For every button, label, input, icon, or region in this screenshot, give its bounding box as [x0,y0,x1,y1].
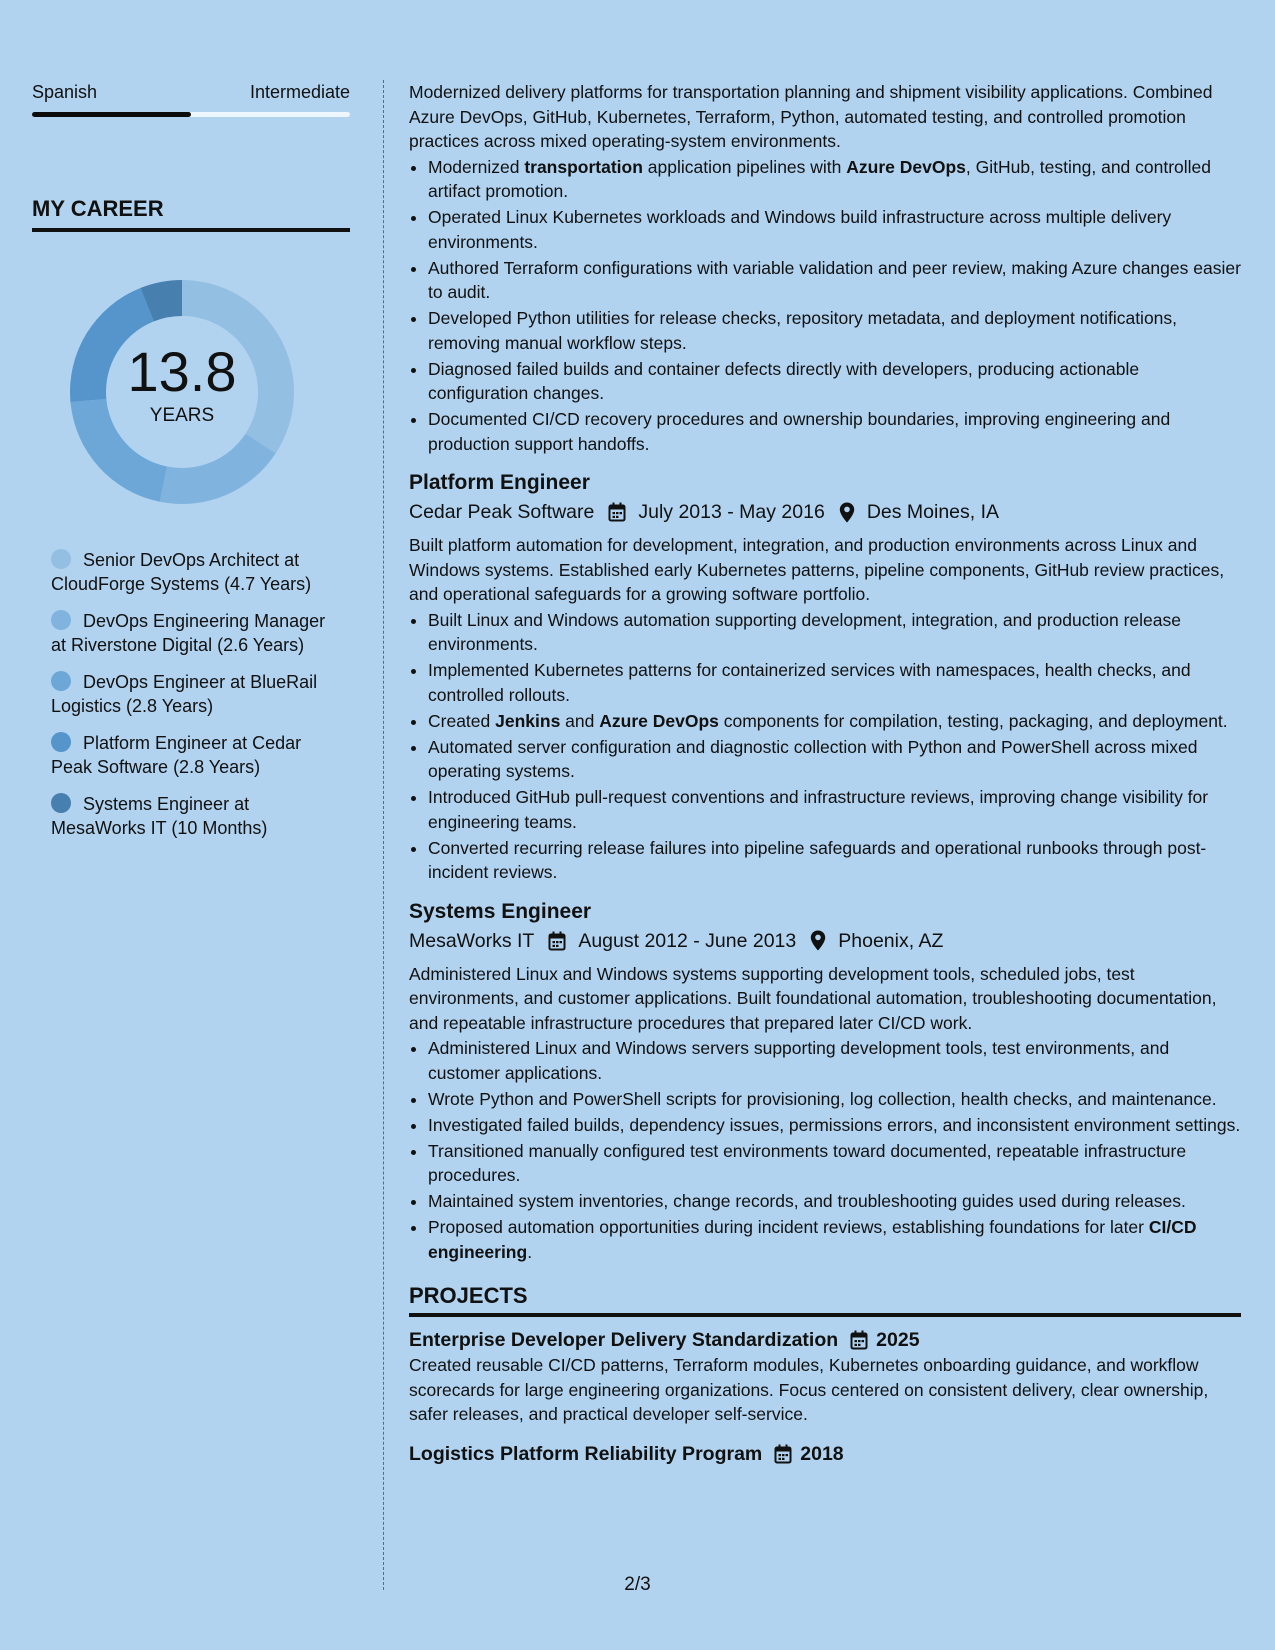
legend-dot [51,549,71,569]
bullet-item: • Built Linux and Windows automation supporting development, integration, and production release environments. [428,608,1241,657]
bullet-item: • Proposed automation opportunities during incident reviews, establishing foundations for later CI/CD engineering. [428,1215,1241,1264]
job-meta [409,928,1241,954]
career-total-value: 13.8 [127,340,237,403]
bullet-item: • Transitioned manually configured test environments toward documented, repeatable infrastructure procedures. [428,1139,1241,1188]
legend-item [51,548,341,596]
job-location: Phoenix, AZ [838,929,944,952]
language-proficiency-bar [32,112,350,117]
bullet-item: • Investigated failed builds, dependency issues, permissions errors, and inconsistent environment settings. [428,1113,1241,1138]
legend-dot [51,671,71,691]
legend-label: Systems Engineer at MesaWorks IT (10 Months) [51,794,268,838]
project-year: 2018 [800,1442,844,1465]
projects-heading: PROJECTS [409,1282,1241,1317]
calendar-icon [774,1444,792,1464]
bullet-item: • Automated server configuration and diagnostic collection with Python and PowerShell across mixed operating systems. [428,735,1241,784]
bullet-item: • Authored Terraform configurations with variable validation and peer review, making Azure changes easier to audit. [428,256,1241,305]
job-title: Systems Engineer [409,899,592,923]
job-bullets [409,1036,1241,1264]
project-description: Created reusable CI/CD patterns, Terraform modules, Kubernetes onboarding guidance, and workflow scorecards for large engineering organizations. Focus centered on consistent delivery, clear ownership, safer releases, and practical developer self-service. [409,1355,1209,1424]
legend-item [51,609,341,657]
legend-label: Platform Engineer at Cedar Peak Software (2.8 Years) [51,733,302,777]
language-name: Spanish [32,82,98,102]
bullet-item: • Documented CI/CD recovery procedures and ownership boundaries, improving engineering and production support handoffs. [428,407,1241,456]
calendar-icon [548,931,566,951]
calendar-icon [850,1330,868,1350]
bullet-item: • Operated Linux Kubernetes workloads and Windows build infrastructure across multiple delivery environments. [428,205,1241,254]
legend-label: DevOps Engineering Manager at Riverstone Digital (2.6 Years) [51,611,326,655]
bullet-item: • Modernized transportation application pipelines with Azure DevOps, GitHub, testing, and controlled artifact promotion. [428,155,1241,204]
location-pin-icon [839,502,855,523]
career-total-unit: YEARS [149,405,215,426]
intro-summary: Modernized delivery platforms for transportation planning and shipment visibility applications. Combined Azure DevOps, GitHub, Kubernetes, Terraform, Python, automated testing, and controlled promotion practices across mixed operating-system environments. [409,82,1213,151]
job-dates: August 2012 - June 2013 [578,929,797,952]
career-donut-chart [62,272,302,512]
career-heading: MY CAREER [32,195,350,232]
bullet-item: • Diagnosed failed builds and container defects directly with developers, producing actionable configuration changes. [428,357,1241,406]
project-title-row [409,1327,1241,1353]
language-proficiency-fill [32,112,191,117]
legend-label: DevOps Engineer at BlueRail Logistics (2.8 Years) [51,672,318,716]
legend-dot [51,732,71,752]
job-summary: Built platform automation for development, integration, and production environments across Linux and Windows systems. Established early Kubernetes patterns, pipeline components, GitHub review practices, and operational safeguards for a growing software portfolio. [409,535,1225,604]
main-content [409,80,1241,1467]
job-dates: July 2013 - May 2016 [638,501,825,523]
legend-dot [51,610,71,630]
career-legend [51,548,341,840]
project-year: 2025 [876,1329,920,1351]
job-company: Cedar Peak Software [409,501,595,523]
job-bullets [409,608,1241,885]
bullet-item: • Maintained system inventories, change records, and troubleshooting guides used during releases. [428,1189,1241,1214]
legend-item [51,670,341,718]
bullet-item: • Wrote Python and PowerShell scripts for provisioning, log collection, health checks, and maintenance. [428,1087,1241,1112]
sidebar [32,80,350,853]
job-location: Des Moines, IA [866,501,1000,523]
project-title: Logistics Platform Reliability Program [409,1442,763,1465]
column-divider [383,80,384,1590]
job-summary: Administered Linux and Windows systems supporting development tools, scheduled jobs, test environments, and customer applications. Built foundational automation, troubleshooting documentation, and repeatable infrastructure procedures that prepared later CI/CD work. [409,963,1217,1033]
location-pin-icon [810,930,826,951]
job-company: MesaWorks IT [409,929,535,952]
bullet-item: • Implemented Kubernetes patterns for containerized services with namespaces, health checks, and controlled rollouts. [428,658,1241,707]
bullet-item: • Converted recurring release failures into pipeline safeguards and operational runbooks through post-incident reviews. [428,836,1241,885]
bullet-item: • Introduced GitHub pull-request conventions and infrastructure reviews, improving change visibility for engineering teams. [428,785,1241,834]
bullet-item: • Created Jenkins and Azure DevOps components for compilation, testing, packaging, and deployment. [428,709,1241,734]
job-title: Platform Engineer [409,471,590,494]
project-title: Enterprise Developer Delivery Standardization [409,1329,839,1351]
project-title-row [409,1441,1241,1467]
language-row [32,80,350,104]
job-meta [409,499,1241,525]
intro-bullets [409,155,1241,457]
legend-item [51,792,341,840]
bullet-item: • Developed Python utilities for release checks, repository metadata, and deployment notifications, removing manual workflow steps. [428,306,1241,355]
page-number: 2/3 [624,1574,651,1595]
bullet-item: • Administered Linux and Windows servers supporting development tools, test environments, and customer applications. [428,1036,1241,1085]
legend-item [51,731,341,779]
language-level: Intermediate [249,82,350,102]
legend-label: Senior DevOps Architect at CloudForge Systems (4.7 Years) [51,550,312,594]
calendar-icon [608,502,626,522]
legend-dot [51,793,71,813]
